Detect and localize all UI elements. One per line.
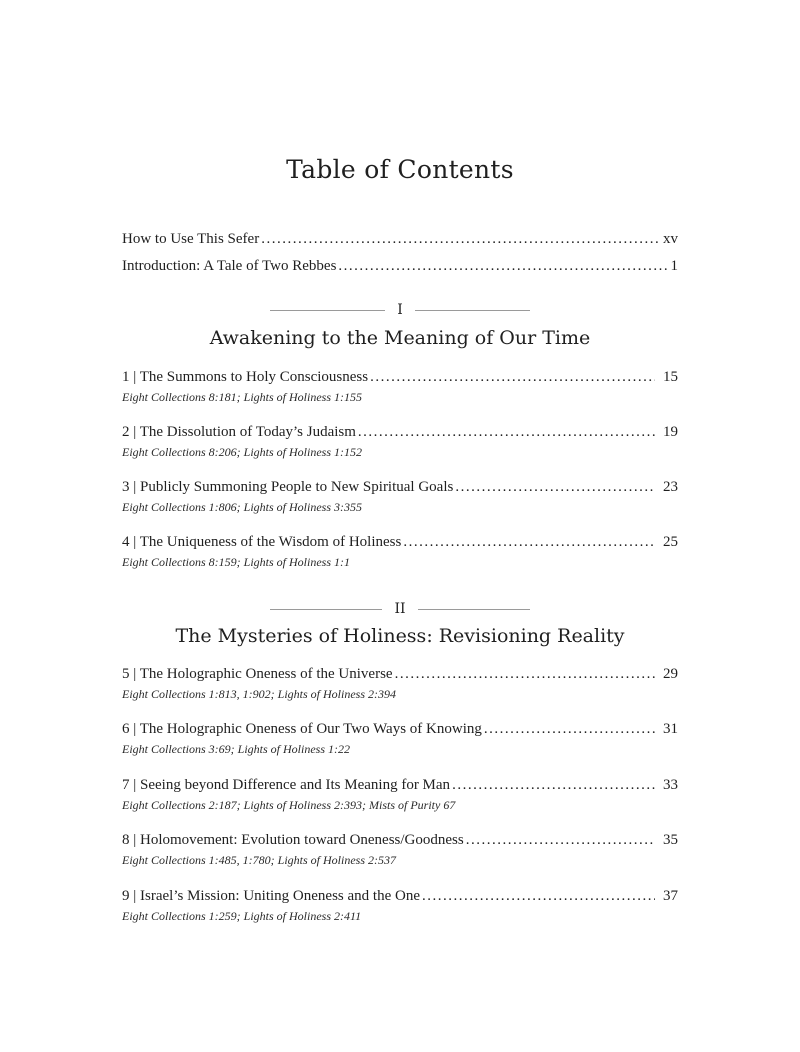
chapter-number: 5 bbox=[122, 666, 130, 682]
chapter-page: 25 bbox=[663, 534, 678, 550]
chapter-number: 8 bbox=[122, 832, 130, 848]
dot-leader bbox=[455, 477, 655, 497]
dot-leader bbox=[403, 532, 655, 552]
toc-chapter-1[interactable] bbox=[122, 367, 678, 387]
dot-leader bbox=[484, 719, 655, 739]
chapter-sources: Eight Collections 2:187; Lights of Holiness 2:393; Mists of Purity 67 bbox=[122, 798, 456, 812]
entry-title: Introduction: A Tale of Two Rebbes bbox=[122, 258, 337, 274]
chapter-page: 23 bbox=[663, 479, 678, 495]
part-number: II bbox=[394, 601, 406, 617]
toc-entry-how-to-use[interactable] bbox=[122, 229, 678, 249]
chapter-sources: Eight Collections 8:206; Lights of Holiness 1:152 bbox=[122, 445, 362, 459]
part-2-divider bbox=[270, 601, 530, 617]
chapter-title: The Dissolution of Today’s Judaism bbox=[139, 424, 356, 440]
chapter-title: Israel’s Mission: Uniting Oneness and the One bbox=[140, 888, 420, 904]
chapter-title: Seeing beyond Difference and Its Meaning for Man bbox=[140, 777, 451, 793]
chapter-number: 2 bbox=[122, 424, 130, 440]
chapter-page: 37 bbox=[663, 888, 678, 904]
toc-chapter-4[interactable] bbox=[122, 532, 678, 552]
chapter-number: 4 bbox=[122, 534, 130, 550]
dot-leader bbox=[422, 886, 655, 906]
chapter-heading: 9 | Israel’s Mission: Uniting Oneness and the One bbox=[122, 888, 420, 904]
chapter-heading: 3 | Publicly Summoning People to New Spiritual Goals bbox=[122, 479, 454, 495]
chapter-sources: Eight Collections 1:485, 1:780; Lights of Holiness 2:537 bbox=[122, 853, 396, 867]
dot-leader bbox=[358, 422, 655, 442]
chapter-title: The Summons to Holy Consciousness bbox=[139, 369, 369, 385]
toc-chapter-2[interactable] bbox=[122, 422, 678, 442]
chapter-heading: 4 | The Uniqueness of the Wisdom of Holiness bbox=[122, 534, 402, 550]
chapter-heading: 2 | The Dissolution of Today’s Judaism bbox=[122, 424, 356, 440]
page-title: Table of Contents bbox=[286, 155, 514, 184]
entry-page: 1 bbox=[670, 258, 678, 274]
chapter-number: 1 bbox=[122, 369, 130, 385]
chapter-sources: Eight Collections 1:259; Lights of Holiness 2:411 bbox=[122, 909, 362, 923]
toc-chapter-9[interactable] bbox=[122, 886, 678, 906]
entry-page: xv bbox=[663, 231, 678, 247]
chapter-sources: Eight Collections 3:69; Lights of Holiness 1:22 bbox=[122, 742, 350, 756]
chapter-number: 3 bbox=[122, 479, 130, 495]
chapter-heading: 7 | Seeing beyond Difference and Its Meaning for Man bbox=[122, 777, 451, 793]
chapter-title: The Holographic Oneness of the Universe bbox=[139, 666, 393, 682]
chapter-title: The Holographic Oneness of Our Two Ways of Knowing bbox=[139, 721, 482, 737]
divider-rule bbox=[270, 310, 385, 311]
divider-rule bbox=[270, 609, 382, 610]
part-1-title: Awakening to the Meaning of Our Time bbox=[209, 327, 591, 349]
dot-leader bbox=[395, 664, 655, 684]
chapter-number: 6 bbox=[122, 721, 130, 737]
chapter-page: 31 bbox=[663, 721, 678, 737]
dot-leader bbox=[452, 775, 655, 795]
chapter-number: 7 bbox=[122, 777, 130, 793]
chapter-heading: 6 | The Holographic Oneness of Our Two Ways of Knowing bbox=[122, 721, 482, 737]
chapter-page: 29 bbox=[663, 666, 678, 682]
chapter-heading: 8 | Holomovement: Evolution toward Oneness/Goodness bbox=[122, 832, 464, 848]
entry-title: How to Use This Sefer bbox=[122, 231, 260, 247]
chapter-number: 9 bbox=[122, 888, 130, 904]
chapter-sources: Eight Collections 1:806; Lights of Holiness 3:355 bbox=[122, 500, 362, 514]
toc-chapter-6[interactable] bbox=[122, 719, 678, 739]
chapter-heading: 1 | The Summons to Holy Consciousness bbox=[122, 369, 369, 385]
part-1-divider bbox=[270, 302, 530, 318]
toc-chapter-5[interactable] bbox=[122, 664, 678, 684]
chapter-heading: 5 | The Holographic Oneness of the Universe bbox=[122, 666, 393, 682]
part-2-title: The Mysteries of Holiness: Revisioning Reality bbox=[175, 625, 625, 647]
part-number: I bbox=[397, 302, 403, 318]
dot-leader bbox=[466, 830, 655, 850]
chapter-sources: Eight Collections 8:181; Lights of Holiness 1:155 bbox=[122, 390, 362, 404]
chapter-page: 15 bbox=[663, 369, 678, 385]
chapter-sources: Eight Collections 8:159; Lights of Holiness 1:1 bbox=[122, 555, 350, 569]
chapter-page: 35 bbox=[663, 832, 678, 848]
chapter-title: The Uniqueness of the Wisdom of Holiness bbox=[139, 534, 402, 550]
toc-chapter-8[interactable] bbox=[122, 830, 678, 850]
toc-chapter-3[interactable] bbox=[122, 477, 678, 497]
divider-rule bbox=[418, 609, 530, 610]
dot-leader bbox=[338, 256, 668, 276]
chapter-page: 33 bbox=[663, 777, 678, 793]
chapter-page: 19 bbox=[663, 424, 678, 440]
toc-chapter-7[interactable] bbox=[122, 775, 678, 795]
divider-rule bbox=[415, 310, 530, 311]
dot-leader bbox=[370, 367, 655, 387]
dot-leader bbox=[261, 229, 661, 249]
toc-entry-introduction[interactable] bbox=[122, 256, 678, 276]
chapter-title: Publicly Summoning People to New Spiritual Goals bbox=[140, 479, 454, 495]
chapter-title: Holomovement: Evolution toward Oneness/Goodness bbox=[140, 832, 464, 848]
chapter-sources: Eight Collections 1:813, 1:902; Lights of Holiness 2:394 bbox=[122, 687, 396, 701]
